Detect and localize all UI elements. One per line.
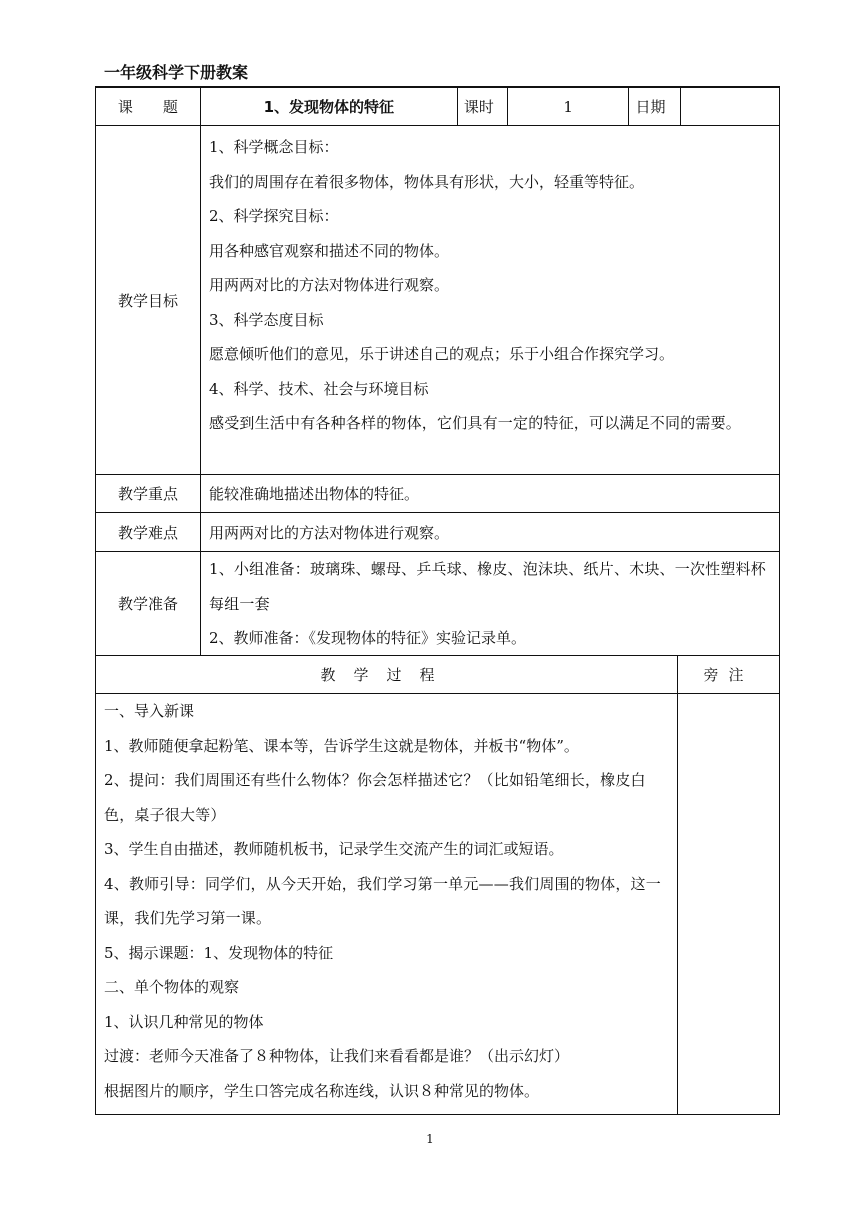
objective-line: 用两两对比的方法对物体进行观察。 [209,276,450,294]
preparation-content [201,552,779,655]
process-header [96,656,678,693]
process-paragraph: 4、教师引导：同学们，从今天开始，我们学习第一单元——我们周围的物体，这一课，我们先学习第一课。 [104,874,661,927]
process-body-row [95,694,780,1115]
key-points-text: 能较准确地描述出物体的特征。 [209,485,420,503]
objectives-content [201,126,779,474]
date-value [681,88,779,125]
preparation-teacher: 2、教师准备：《发现物体的特征》实验记录单。 [209,629,527,647]
topic-label: 课 题 [96,88,201,125]
process-line: 过渡：老师今天准备了８种物体，让我们来看看都是谁？（出示幻灯） [104,1047,570,1065]
difficulties-row [95,513,780,552]
objective-line: 3、科学态度目标 [209,310,324,329]
preparation-group: 1、小组准备：玻璃珠、螺母、乒乓球、橡皮、泡沫块、纸片、木块、一次性塑料杯每组一套 [209,560,766,613]
period-label: 课时 [458,88,508,125]
objective-line: 2、科学探究目标： [209,207,339,225]
document-title: 一年级科学下册教案 [104,63,249,82]
difficulties-label: 教学难点 [96,513,201,551]
objectives-row [95,126,780,475]
lesson-plan-table [95,87,780,1115]
process-header-label: 教学过程 [320,666,453,684]
process-line: 二、单个物体的观察 [104,978,240,996]
process-content [96,694,678,1114]
notes-header [678,656,779,693]
notes-header-label: 旁注 [703,666,754,684]
key-points-row [95,475,780,513]
preparation-row [95,552,780,656]
process-line: 3、学生自由描述，教师随机板书，记录学生交流产生的词汇或短语。 [104,840,564,858]
process-line: 1、认识几种常见的物体 [104,1012,264,1031]
key-points-label: 教学重点 [96,475,201,512]
objective-line: 我们的周围存在着很多物体，物体具有形状，大小，轻重等特征。 [209,172,645,191]
process-line: 根据图片的顺序，学生口答完成名称连线，认识８种常见的物体。 [104,1081,540,1100]
preparation-label: 教学准备 [96,552,201,655]
process-line: 1、教师随便拿起粉笔、课本等，告诉学生这就是物体，并板书“物体”。 [104,736,579,755]
objective-line: 愿意倾听他们的意见，乐于讲述自己的观点；乐于小组合作探究学习。 [209,345,675,363]
objectives-label: 教学目标 [96,126,201,474]
topic-row [95,87,780,126]
date-label: 日期 [629,88,681,125]
objective-line: 1、科学概念目标： [209,138,339,156]
notes-column [678,694,779,1114]
difficulties-text: 用两两对比的方法对物体进行观察。 [209,523,450,542]
page-number: 1 [426,1132,434,1146]
period-value: 1 [508,88,630,125]
process-line: 5、揭示课题：1、发现物体的特征 [104,943,334,962]
process-header-row [95,656,780,694]
objective-line: 用各种感官观察和描述不同的物体。 [209,241,450,260]
process-line: 一、导入新课 [104,702,195,720]
objective-paragraph: 感受到生活中有各种各样的物体，它们具有一定的特征，可以满足不同的需要。 [209,414,742,432]
topic-value: 1、发现物体的特征 [201,88,458,125]
process-paragraph: 2、提问：我们周围还有些什么物体？你会怎样描述它？（比如铅笔细长，橡皮白色，桌子很大等） [104,771,646,824]
objective-line: 4、科学、技术、社会与环境目标 [209,379,429,398]
